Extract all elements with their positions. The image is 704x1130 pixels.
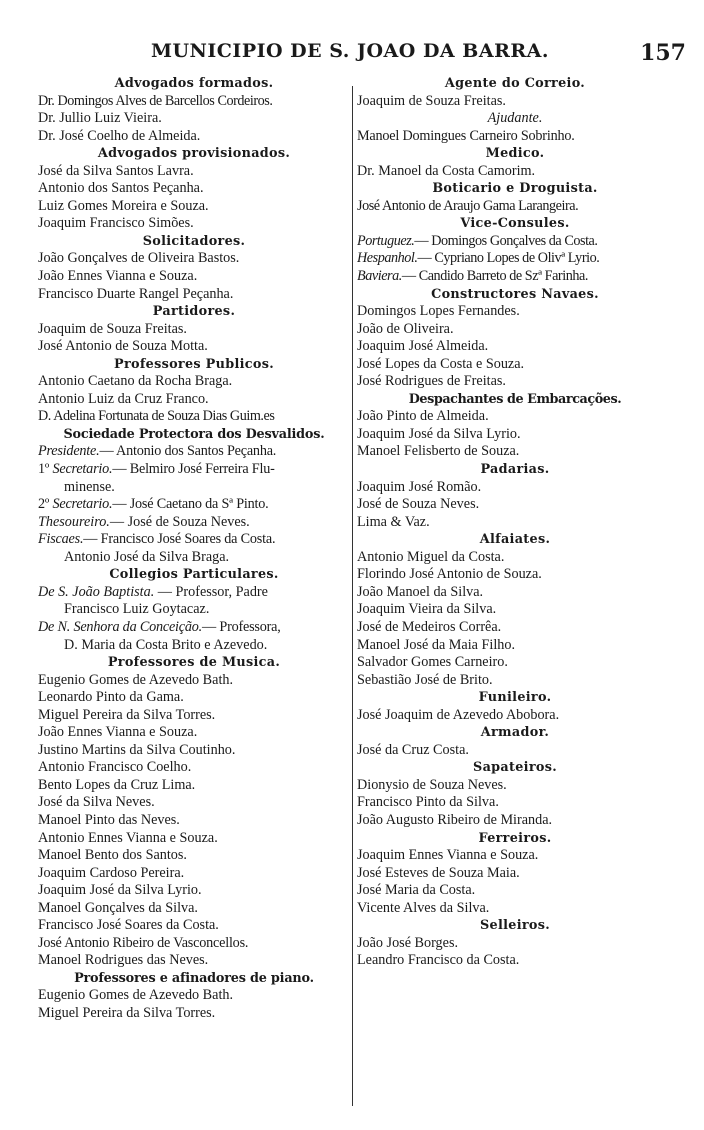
list-item: Domingos Lopes Fernandes. xyxy=(357,303,520,320)
country-label: Hespanhol. xyxy=(357,250,418,267)
list-item: Joaquim Cardoso Pereira. xyxy=(38,864,185,881)
ordinal: 2º xyxy=(38,496,50,513)
list-item: Dr. José Coelho de Almeida. xyxy=(38,127,201,144)
page-title: MUNICIPIO DE S. JOAO DA BARRA. xyxy=(150,40,550,62)
school-name: De N. Senhora da Conceição. xyxy=(38,618,203,635)
list-item: Manoel Pinto das Neves. xyxy=(38,811,180,828)
section-heading: Advogados formados. xyxy=(114,76,274,91)
list-item: Miguel Pereira da Silva Torres. xyxy=(38,1004,216,1021)
list-item: José da Silva Neves. xyxy=(38,794,155,811)
list-item: Antonio Miguel da Costa. xyxy=(357,548,505,565)
section-heading: Partidores. xyxy=(152,304,236,320)
list-item: José Antonio de Souza Motta. xyxy=(38,338,208,355)
list-item: José Antonio de Araujo Gama Larangeira. xyxy=(357,197,579,214)
list-item: José de Medeiros Corrêa. xyxy=(357,618,502,635)
list-item xyxy=(38,619,350,637)
list-item: Leandro Francisco da Costa. xyxy=(357,952,520,969)
list-item-continuation: D. Maria da Costa Brito e Azevedo. xyxy=(64,636,268,653)
section-heading: Professores de Musica. xyxy=(107,655,281,671)
list-item: João Ennes Vianna e Souza. xyxy=(38,724,198,741)
list-item: João Pinto de Almeida. xyxy=(357,408,489,425)
role-label: Fiscaes. xyxy=(38,531,84,548)
list-item xyxy=(38,461,350,479)
section-heading: Armador. xyxy=(480,725,550,741)
section-heading: Padarias. xyxy=(480,462,550,478)
section-heading: Funileiro. xyxy=(478,690,552,706)
role-label: Thesoureiro. xyxy=(38,513,110,530)
list-item: João Manoel da Silva. xyxy=(357,583,484,600)
list-item-continuation: Antonio José da Silva Braga. xyxy=(64,548,230,565)
section-heading: Despachantes de Embarcações. xyxy=(408,391,622,407)
list-item xyxy=(38,584,350,602)
list-item: Joaquim Francisco Simões. xyxy=(38,215,194,232)
list-item: Manoel Felisberto de Souza. xyxy=(357,443,520,460)
list-item: José Maria da Costa. xyxy=(357,882,476,899)
school-detail: — Professor, Padre xyxy=(157,583,268,600)
list-item: Antonio Caetano da Rocha Braga. xyxy=(38,373,233,390)
list-item: Antonio dos Santos Peçanha. xyxy=(38,180,204,197)
school-name: De S. João Baptista. xyxy=(38,583,155,600)
section-heading: Ferreiros. xyxy=(478,830,552,846)
list-item: Eugenio Gomes de Azevedo Bath. xyxy=(38,987,234,1004)
role-label: Secretario. xyxy=(52,496,113,513)
section-heading: Medico. xyxy=(485,146,545,162)
list-item: José Joaquim de Azevedo Abobora. xyxy=(357,706,560,723)
list-item: José Lopes da Costa e Souza. xyxy=(357,355,525,372)
list-item: Vicente Alves da Silva. xyxy=(357,899,490,916)
list-item: José da Cruz Costa. xyxy=(357,741,469,758)
list-item: Dionysio de Souza Neves. xyxy=(357,776,507,793)
list-item xyxy=(357,250,673,268)
section-heading: Professores e afinadores de piano. xyxy=(74,970,314,986)
list-item-continuation: minense. xyxy=(64,478,115,495)
list-item: Francisco Pinto da Silva. xyxy=(357,794,499,811)
list-item xyxy=(38,531,350,549)
list-item: Leonardo Pinto da Gama. xyxy=(38,689,184,706)
list-item: Joaquim de Souza Freitas. xyxy=(357,92,506,109)
school-detail: — Professora, xyxy=(202,618,281,635)
list-item: Joaquim José da Silva Lyrio. xyxy=(38,882,202,899)
section-heading: Agente do Correio. xyxy=(444,76,586,91)
list-item: Manoel José da Maia Filho. xyxy=(357,636,516,653)
consul-name: — Domingos Gonçalves da Costa. xyxy=(414,232,598,249)
consul-name: — Cypriano Lopes de Olivª Lyrio. xyxy=(417,250,600,267)
list-item: José de Souza Neves. xyxy=(357,496,480,513)
ordinal: 1º xyxy=(38,461,50,478)
list-item: Antonio Luiz da Cruz Franco. xyxy=(38,390,209,407)
list-item: Manoel Bento dos Santos. xyxy=(38,847,187,864)
list-item: José Rodrigues de Freitas. xyxy=(357,373,506,390)
role-label: Presidente. xyxy=(38,443,100,460)
list-item: Dr. Manoel da Costa Camorim. xyxy=(357,162,536,179)
list-item: Dr. Jullio Luiz Vieira. xyxy=(38,110,162,127)
list-item xyxy=(38,496,350,514)
list-item: Antonio Francisco Coelho. xyxy=(38,759,192,776)
list-item xyxy=(38,443,350,461)
list-item: João José Borges. xyxy=(357,934,459,951)
list-item: João Gonçalves de Oliveira Bastos. xyxy=(38,250,240,267)
list-item: Miguel Pereira da Silva Torres. xyxy=(38,706,216,723)
role-label: Ajudante. xyxy=(487,110,543,127)
list-item: Eugenio Gomes de Azevedo Bath. xyxy=(38,671,234,688)
list-item: José Esteves de Souza Maia. xyxy=(357,864,520,881)
list-item xyxy=(38,514,350,532)
list-item: Sebastião José de Brito. xyxy=(357,671,493,688)
section-heading: Collegios Particulares. xyxy=(109,567,279,583)
section-heading: Solicitadores. xyxy=(142,233,246,249)
section-heading: Boticario e Droguista. xyxy=(432,181,598,197)
role-name: — Antonio dos Santos Peçanha. xyxy=(99,443,277,460)
list-item: Francisco Duarte Rangel Peçanha. xyxy=(38,285,234,302)
role-name: — José Caetano da Sª Pinto. xyxy=(112,496,269,513)
list-item: Francisco José Soares da Costa. xyxy=(38,917,219,934)
section-heading: Alfaiates. xyxy=(479,532,551,548)
right-column xyxy=(357,75,673,970)
role-label: Secretario. xyxy=(52,461,113,478)
list-item: Luiz Gomes Moreira e Souza. xyxy=(38,197,209,214)
list-item: José da Silva Santos Lavra. xyxy=(38,162,194,179)
section-heading: Sociedade Protectora dos Desvalidos. xyxy=(63,426,325,442)
list-item: Joaquim José Romão. xyxy=(357,478,482,495)
section-heading: Selleiros. xyxy=(479,918,551,934)
list-item: Joaquim José da Silva Lyrio. xyxy=(357,425,521,442)
list-item: Lima & Vaz. xyxy=(357,513,430,530)
page-number: 157 xyxy=(640,40,686,66)
role-name: — Belmiro José Ferreira Flu- xyxy=(112,461,275,478)
section-heading: Professores Publicos. xyxy=(114,356,274,372)
list-item: Antonio Ennes Vianna e Souza. xyxy=(38,829,218,846)
list-item: Salvador Gomes Carneiro. xyxy=(357,654,508,671)
list-item xyxy=(357,233,673,251)
role-name: — José de Souza Neves. xyxy=(109,513,250,530)
list-item: João Augusto Ribeiro de Miranda. xyxy=(357,811,553,828)
consul-name: — Candido Barreto de Szª Farinha. xyxy=(401,268,588,285)
section-heading: Vice-Consules. xyxy=(460,216,570,232)
list-item: Manoel Gonçalves da Silva. xyxy=(38,899,198,916)
list-item: João de Oliveira. xyxy=(357,320,454,337)
page-header xyxy=(0,40,704,76)
country-label: Portuguez. xyxy=(357,232,415,249)
list-item: Justino Martins da Silva Coutinho. xyxy=(38,741,236,758)
list-item xyxy=(357,268,673,286)
list-item: Dr. Domingos Alves de Barcellos Cordeiros. xyxy=(38,92,273,109)
list-item: Joaquim de Souza Freitas. xyxy=(38,320,187,337)
role-name: — Francisco José Soares da Costa. xyxy=(83,531,276,548)
list-item: Joaquim Vieira da Silva. xyxy=(357,601,497,618)
column-divider xyxy=(352,86,353,1106)
section-heading: Constructores Navaes. xyxy=(431,286,599,302)
country-label: Baviera. xyxy=(357,268,402,285)
list-item: Manoel Rodrigues das Neves. xyxy=(38,952,209,969)
list-item: Florindo José Antonio de Souza. xyxy=(357,566,542,583)
left-column xyxy=(38,75,350,1023)
list-item: Joaquim José Almeida. xyxy=(357,338,489,355)
list-item: Bento Lopes da Cruz Lima. xyxy=(38,776,196,793)
list-item: João Ennes Vianna e Souza. xyxy=(38,268,198,285)
list-item: Joaquim Ennes Vianna e Souza. xyxy=(357,847,539,864)
section-heading: Advogados provisionados. xyxy=(97,146,291,162)
section-heading: Sapateiros. xyxy=(473,760,557,776)
list-item: José Antonio Ribeiro de Vasconcellos. xyxy=(38,934,249,951)
list-item-continuation: Francisco Luiz Goytacaz. xyxy=(64,601,210,618)
list-item: Manoel Domingues Carneiro Sobrinho. xyxy=(357,127,575,144)
list-item: D. Adelina Fortunata de Souza Dias Guim.es xyxy=(38,408,275,425)
